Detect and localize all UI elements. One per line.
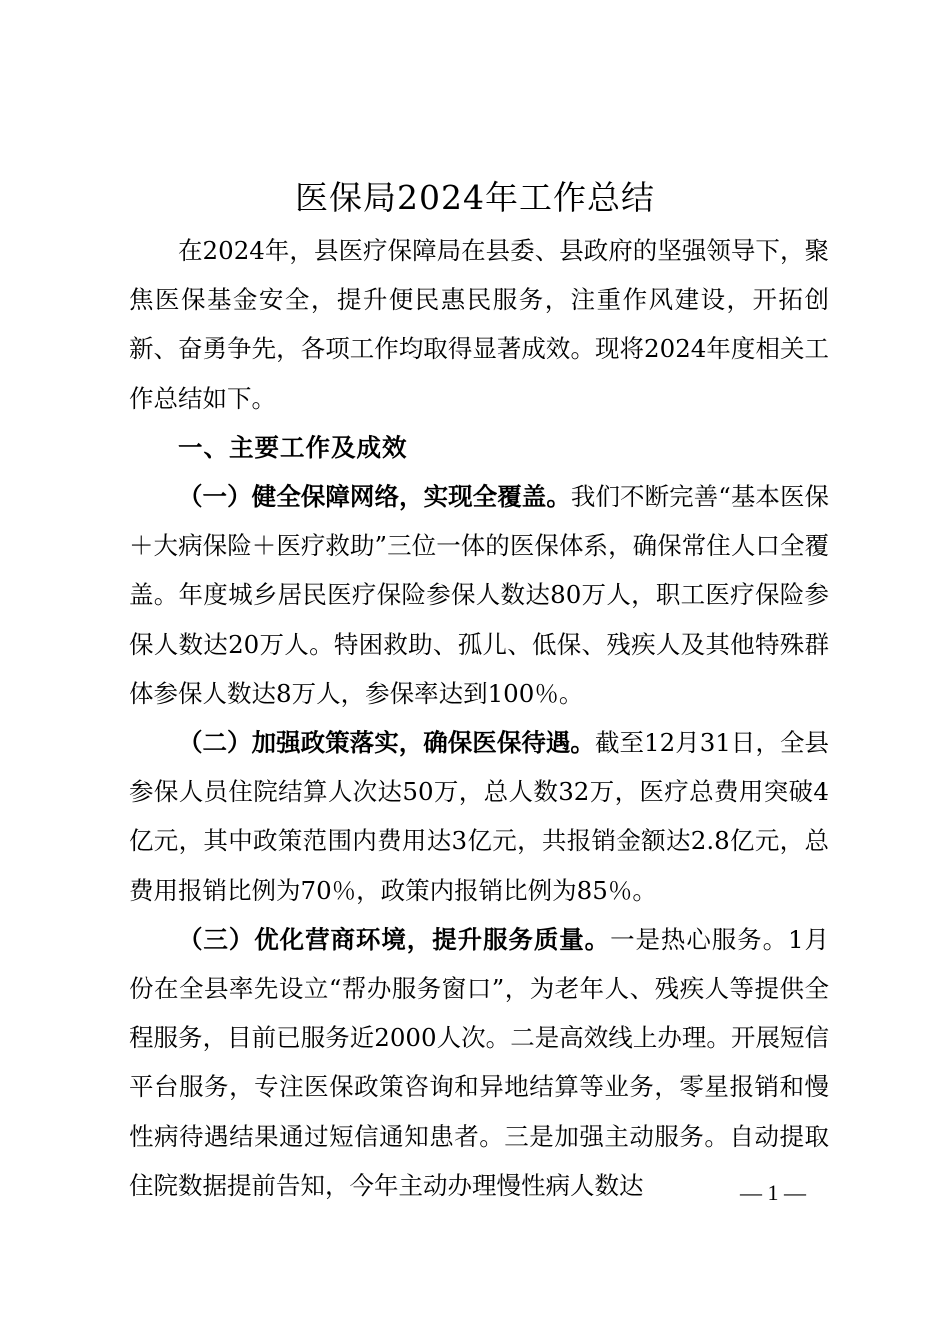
- document-title: 医保局2024年工作总结: [295, 178, 655, 217]
- item-lead-1: （一）健全保障网络，实现全覆盖。: [178, 482, 571, 512]
- page-number: — 1 —: [740, 1180, 806, 1205]
- item-paragraph-2: [129, 718, 829, 915]
- item-lead-2: （二）加强政策落实，确保医保待遇。: [178, 728, 595, 758]
- item-text-3: 一是热心服务。1月份在全县率先设立“帮办服务窗口”，为老年人、残疾人等提供全程服务，目前已服务近2000人次。二是高效线上办理。开展短信平台服务，专注医保政策咨询和异地结算等业务，零星报销和慢性病待遇结果通过短信通知患者。三是加强主动服务。自动提取住院数据提前告知，今年主动办理慢性病人数达: [129, 924, 829, 1200]
- item-text-2: 截至12月31日，全县参保人员住院结算人次达50万，总人数32万，医疗总费用突破4亿元，其中政策范围内费用达3亿元，共报销金额达2.8亿元，总费用报销比例为70％，政策内报销比例为85％。: [129, 728, 829, 905]
- section-heading: 一、主要工作及成效: [178, 432, 408, 462]
- item-paragraph-3: [129, 915, 829, 1210]
- item-text-1: 我们不断完善“基本医保＋大病保险＋医疗救助”三位一体的医保体系，确保常住人口全覆盖。年度城乡居民医疗保险参保人数达80万人，职工医疗保险参保人数达20万人。特困救助、孤儿、低保、残疾人及其他特殊群体参保人数达8万人，参保率达到100％。: [129, 482, 829, 708]
- item-lead-3: （三）优化营商环境，提升服务质量。: [178, 924, 611, 954]
- intro-paragraph: 在2024年，县医疗保障局在县委、县政府的坚强领导下，聚焦医保基金安全，提升便民惠民服务，注重作风建设，开拓创新、奋勇争先，各项工作均取得显著成效。现将2024年度相关工作总结如下。: [129, 236, 829, 413]
- item-paragraph-1: [129, 472, 829, 718]
- document-body: [129, 226, 829, 1210]
